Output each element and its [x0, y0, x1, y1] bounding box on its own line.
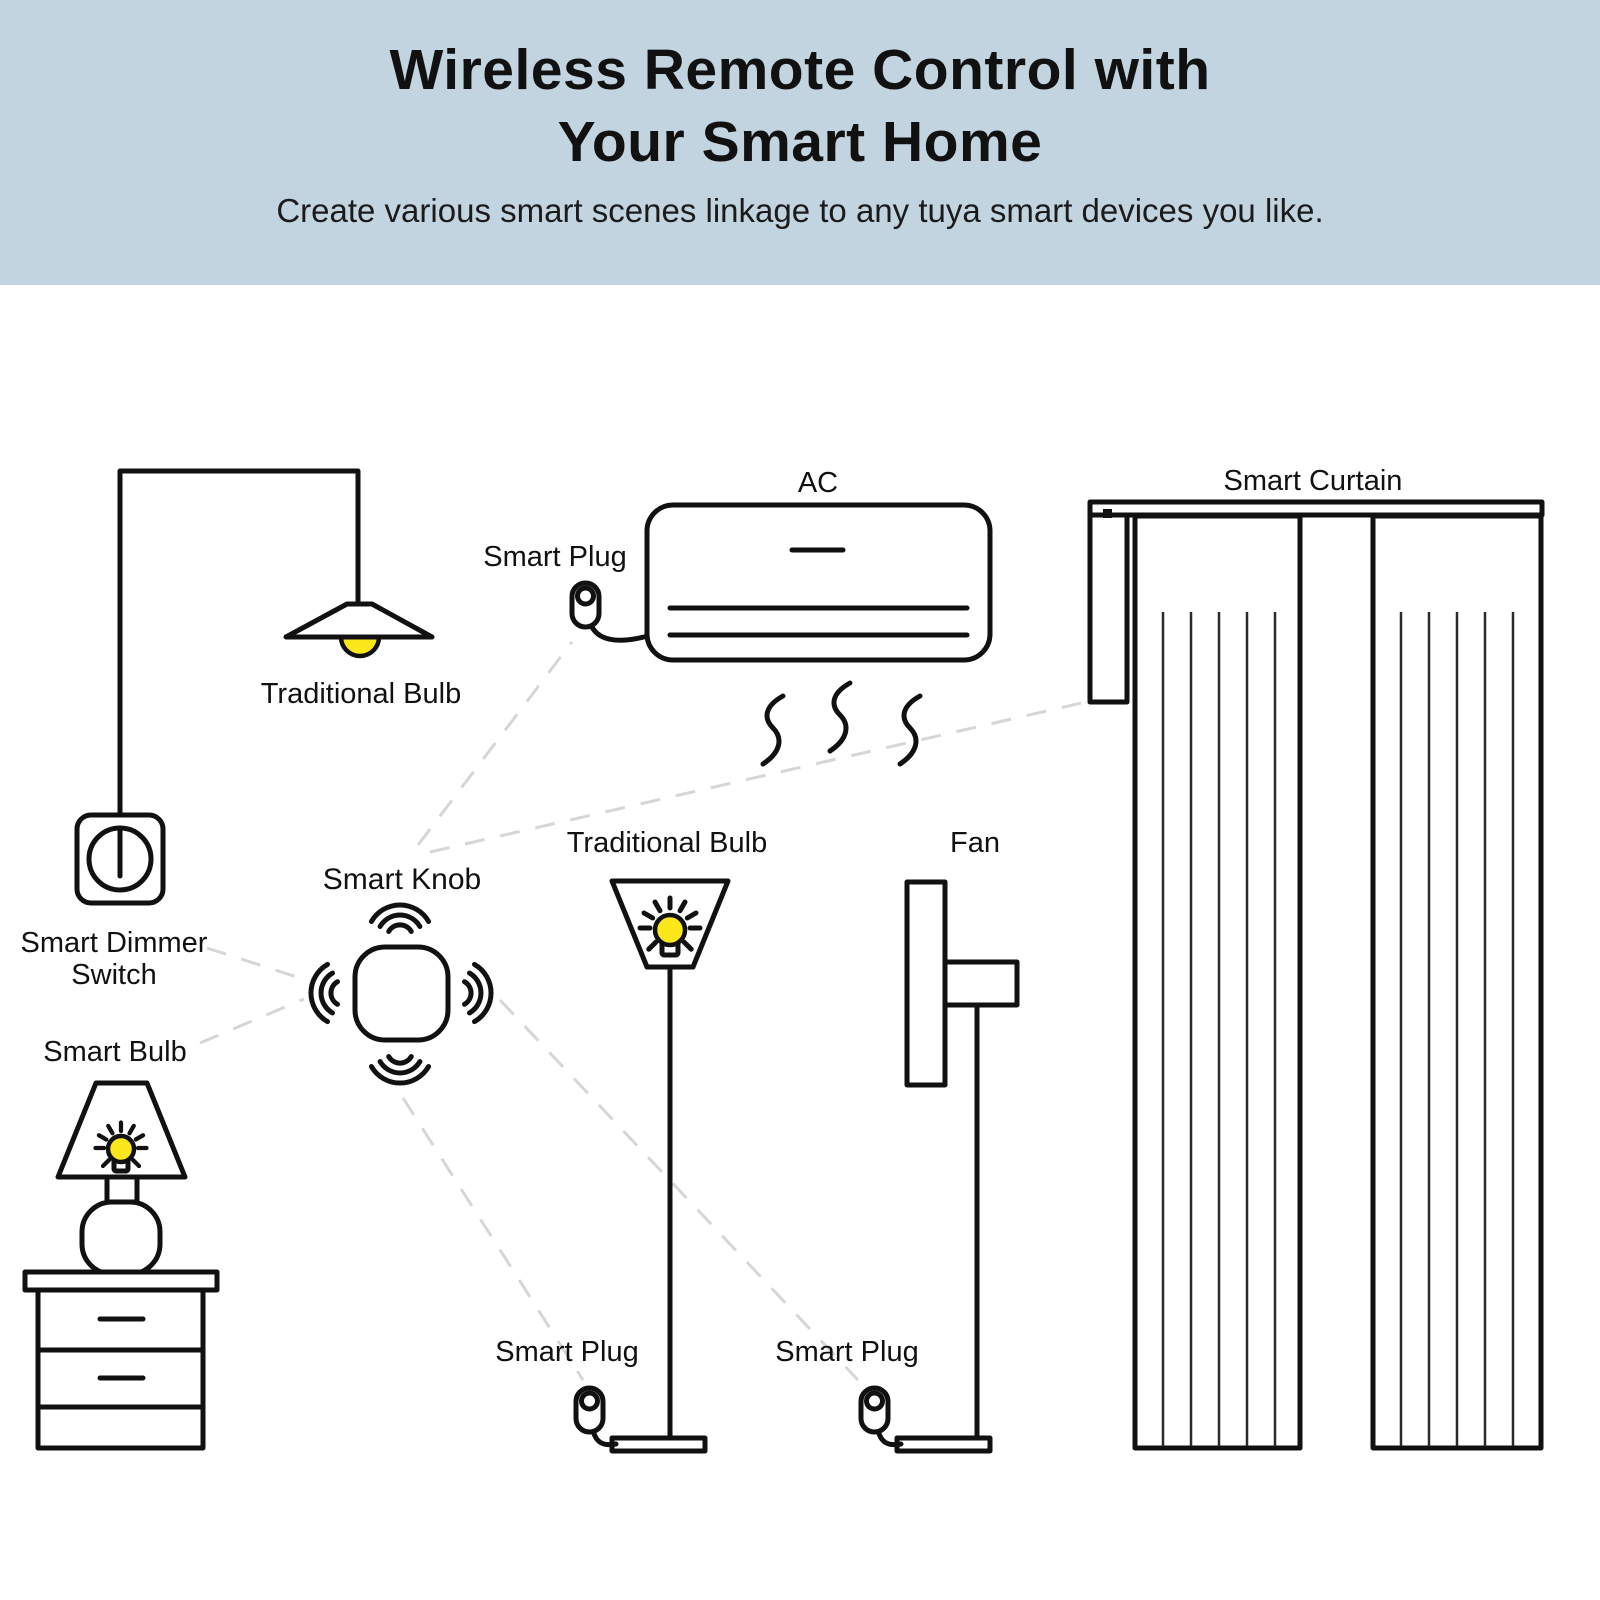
plug-button-icon	[867, 1393, 883, 1409]
pendant-lamp	[120, 471, 461, 815]
pendant-shade	[286, 604, 432, 637]
page-title-line1: Wireless Remote Control with	[389, 38, 1211, 102]
smart-bulb-label: Smart Bulb	[43, 1036, 187, 1068]
pendant-bulb	[341, 637, 379, 656]
ac-label: AC	[797, 467, 839, 499]
smart-plug-label: Smart Plug	[775, 1336, 919, 1368]
link-knob-to-plug-right	[500, 1000, 858, 1380]
air-wave	[763, 696, 783, 764]
page-title-line2: Your Smart Home	[557, 110, 1043, 174]
air-wave	[900, 696, 920, 764]
curtain-rail	[1090, 502, 1542, 515]
smart-plug-label: Smart Plug	[495, 1336, 639, 1368]
nightstand	[25, 1272, 217, 1448]
smart-plug-fan	[775, 1336, 918, 1445]
smart-bulb-lamp	[43, 1036, 186, 1274]
lamp-body	[82, 1202, 160, 1274]
smart-curtain	[1090, 465, 1542, 1448]
pendant-wire	[120, 471, 358, 815]
curtain-motor	[1090, 515, 1127, 702]
dimmer-label-line2: Switch	[71, 959, 157, 991]
smart-knob-body	[355, 947, 448, 1040]
air-flow-icon	[763, 683, 920, 764]
smart-plug-ac	[483, 541, 648, 640]
smart-knob-label: Smart Knob	[322, 863, 482, 896]
link-knob-to-smart-bulb	[200, 999, 304, 1043]
dimmer-label-line1: Smart Dimmer	[20, 927, 208, 959]
fan-label: Fan	[950, 827, 1000, 859]
lamp-neck	[107, 1177, 137, 1202]
nightstand-top	[25, 1272, 217, 1290]
floor-lamp-base	[612, 1438, 705, 1451]
link-knob-to-ac-plug	[418, 642, 572, 845]
smart-curtain-label: Smart Curtain	[1223, 465, 1403, 497]
bulb-icon	[655, 915, 685, 945]
plug-button-icon	[578, 588, 594, 604]
bulb-icon	[108, 1136, 134, 1162]
pendant-lamp-label: Traditional Bulb	[260, 678, 462, 710]
nightstand-body	[38, 1290, 203, 1448]
smart-dimmer-switch	[21, 815, 208, 991]
ac-unit	[647, 467, 990, 764]
link-knob-to-dimmer	[207, 948, 303, 979]
plug-button-icon	[582, 1393, 598, 1409]
air-wave	[830, 683, 850, 751]
page-subtitle: Create various smart scenes linkage to any tuya smart devices you like.	[276, 192, 1324, 229]
curtain-motor-mount	[1103, 509, 1112, 518]
smart-knob	[311, 863, 491, 1083]
fan-base	[897, 1438, 990, 1451]
smart-plug-ac-label: Smart Plug	[483, 541, 627, 573]
floor-lamp-label: Traditional Bulb	[566, 827, 768, 859]
smart-plug-floor-lamp	[495, 1336, 638, 1445]
fan-motor	[945, 962, 1017, 1005]
fan-blade-guard	[907, 882, 945, 1085]
